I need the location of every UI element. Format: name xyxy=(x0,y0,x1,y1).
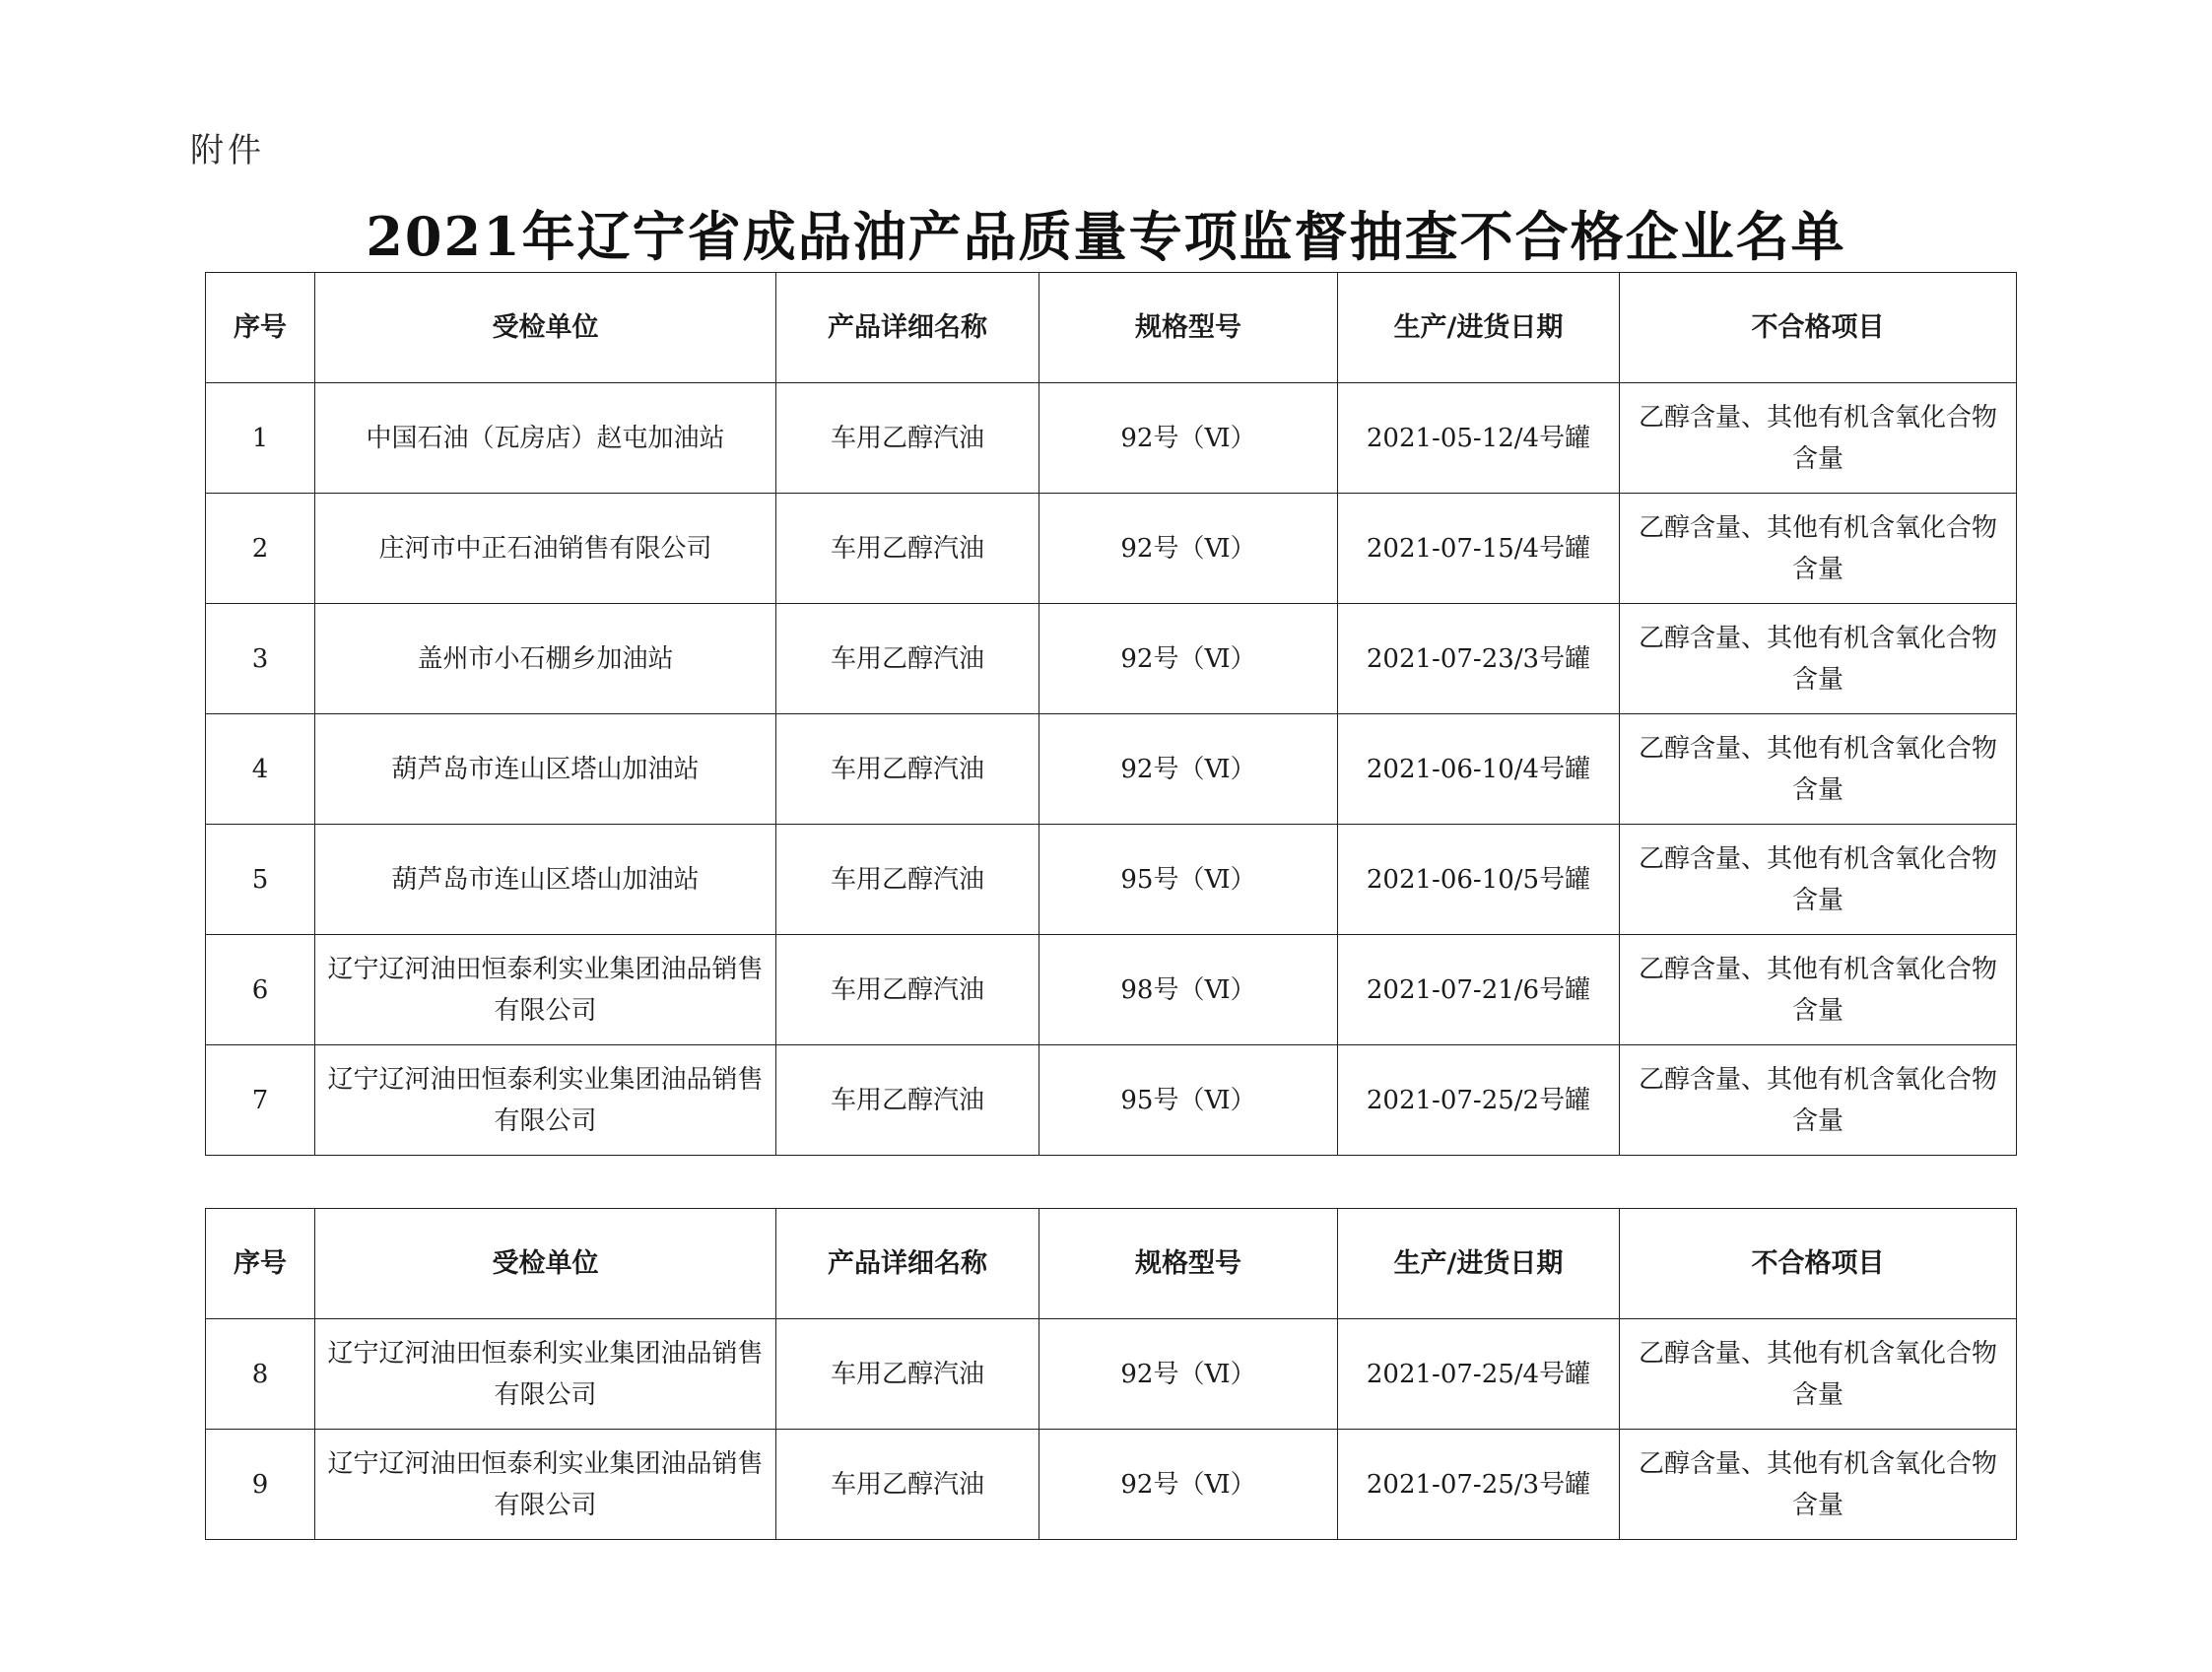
cell-spec: 92号（Ⅵ） xyxy=(1039,494,1338,604)
cell-item: 乙醇含量、其他有机含氧化合物含量 xyxy=(1620,714,2017,825)
cell-product: 车用乙醇汽油 xyxy=(776,494,1039,604)
cell-product: 车用乙醇汽油 xyxy=(776,1319,1039,1430)
header-product: 产品详细名称 xyxy=(776,1209,1039,1319)
cell-product: 车用乙醇汽油 xyxy=(776,383,1039,494)
table-row xyxy=(206,825,2017,935)
cell-date: 2021-07-23/3号罐 xyxy=(1338,604,1620,714)
cell-spec: 92号（Ⅵ） xyxy=(1039,714,1338,825)
header-date: 生产/进货日期 xyxy=(1338,1209,1620,1319)
table-header-row xyxy=(206,1209,2017,1319)
cell-product: 车用乙醇汽油 xyxy=(776,714,1039,825)
header-no: 序号 xyxy=(206,1209,315,1319)
cell-no: 3 xyxy=(206,604,315,714)
cell-no: 8 xyxy=(206,1319,315,1430)
cell-date: 2021-07-25/2号罐 xyxy=(1338,1045,1620,1156)
cell-unit: 葫芦岛市连山区塔山加油站 xyxy=(315,825,776,935)
cell-date: 2021-07-21/6号罐 xyxy=(1338,935,1620,1045)
cell-spec: 92号（Ⅵ） xyxy=(1039,1319,1338,1430)
cell-product: 车用乙醇汽油 xyxy=(776,1430,1039,1540)
cell-date: 2021-07-25/4号罐 xyxy=(1338,1319,1620,1430)
cell-date: 2021-05-12/4号罐 xyxy=(1338,383,1620,494)
cell-product: 车用乙醇汽油 xyxy=(776,825,1039,935)
header-item: 不合格项目 xyxy=(1620,1209,2017,1319)
cell-no: 4 xyxy=(206,714,315,825)
cell-unit: 辽宁辽河油田恒泰利实业集团油品销售有限公司 xyxy=(315,1319,776,1430)
header-no: 序号 xyxy=(206,273,315,383)
table-row xyxy=(206,1045,2017,1156)
results-table-page-1 xyxy=(205,272,2017,1156)
cell-unit: 庄河市中正石油销售有限公司 xyxy=(315,494,776,604)
table-row xyxy=(206,1430,2017,1540)
cell-date: 2021-07-25/3号罐 xyxy=(1338,1430,1620,1540)
table-row xyxy=(206,935,2017,1045)
cell-date: 2021-06-10/4号罐 xyxy=(1338,714,1620,825)
cell-no: 5 xyxy=(206,825,315,935)
cell-item: 乙醇含量、其他有机含氧化合物含量 xyxy=(1620,825,2017,935)
cell-unit: 葫芦岛市连山区塔山加油站 xyxy=(315,714,776,825)
header-spec: 规格型号 xyxy=(1039,273,1338,383)
table-row xyxy=(206,383,2017,494)
table-row xyxy=(206,494,2017,604)
cell-item: 乙醇含量、其他有机含氧化合物含量 xyxy=(1620,1045,2017,1156)
cell-item: 乙醇含量、其他有机含氧化合物含量 xyxy=(1620,604,2017,714)
cell-date: 2021-06-10/5号罐 xyxy=(1338,825,1620,935)
header-date: 生产/进货日期 xyxy=(1338,273,1620,383)
cell-item: 乙醇含量、其他有机含氧化合物含量 xyxy=(1620,383,2017,494)
cell-spec: 98号（Ⅵ） xyxy=(1039,935,1338,1045)
cell-spec: 92号（Ⅵ） xyxy=(1039,604,1338,714)
cell-no: 1 xyxy=(206,383,315,494)
header-unit: 受检单位 xyxy=(315,1209,776,1319)
table-row xyxy=(206,1319,2017,1430)
cell-spec: 95号（Ⅵ） xyxy=(1039,825,1338,935)
cell-date: 2021-07-15/4号罐 xyxy=(1338,494,1620,604)
table-header-row xyxy=(206,273,2017,383)
cell-unit: 辽宁辽河油田恒泰利实业集团油品销售有限公司 xyxy=(315,1430,776,1540)
document-title: 2021年辽宁省成品油产品质量专项监督抽查不合格企业名单 xyxy=(366,205,1846,268)
cell-unit: 辽宁辽河油田恒泰利实业集团油品销售有限公司 xyxy=(315,1045,776,1156)
header-item: 不合格项目 xyxy=(1620,273,2017,383)
header-spec: 规格型号 xyxy=(1039,1209,1338,1319)
cell-unit: 辽宁辽河油田恒泰利实业集团油品销售有限公司 xyxy=(315,935,776,1045)
cell-product: 车用乙醇汽油 xyxy=(776,604,1039,714)
cell-product: 车用乙醇汽油 xyxy=(776,1045,1039,1156)
cell-unit: 盖州市小石棚乡加油站 xyxy=(315,604,776,714)
cell-item: 乙醇含量、其他有机含氧化合物含量 xyxy=(1620,494,2017,604)
header-unit: 受检单位 xyxy=(315,273,776,383)
attachment-label: 附件 xyxy=(190,131,265,170)
cell-product: 车用乙醇汽油 xyxy=(776,935,1039,1045)
table-row xyxy=(206,604,2017,714)
table-row xyxy=(206,714,2017,825)
cell-no: 6 xyxy=(206,935,315,1045)
cell-item: 乙醇含量、其他有机含氧化合物含量 xyxy=(1620,1319,2017,1430)
header-product: 产品详细名称 xyxy=(776,273,1039,383)
cell-item: 乙醇含量、其他有机含氧化合物含量 xyxy=(1620,935,2017,1045)
cell-no: 7 xyxy=(206,1045,315,1156)
results-table-page-2 xyxy=(205,1208,2017,1540)
cell-no: 2 xyxy=(206,494,315,604)
cell-no: 9 xyxy=(206,1430,315,1540)
cell-item: 乙醇含量、其他有机含氧化合物含量 xyxy=(1620,1430,2017,1540)
cell-unit: 中国石油（瓦房店）赵屯加油站 xyxy=(315,383,776,494)
cell-spec: 95号（Ⅵ） xyxy=(1039,1045,1338,1156)
cell-spec: 92号（Ⅵ） xyxy=(1039,1430,1338,1540)
cell-spec: 92号（Ⅵ） xyxy=(1039,383,1338,494)
